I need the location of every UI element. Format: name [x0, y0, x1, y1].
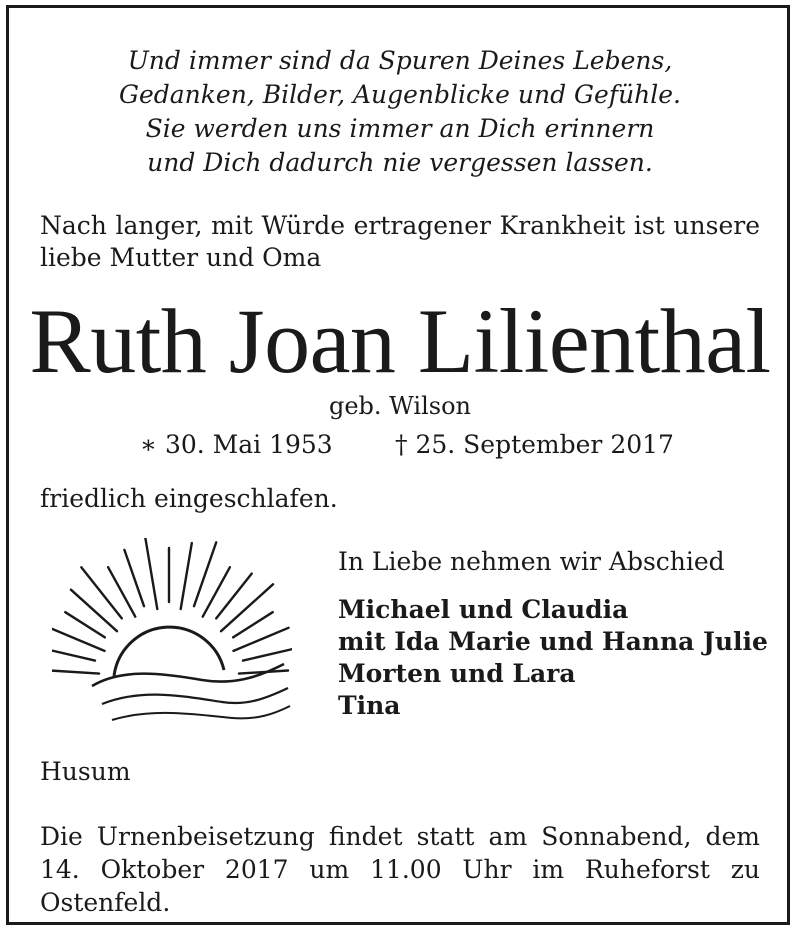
sun-ray — [181, 543, 192, 609]
mourner-names — [338, 594, 768, 722]
sunset-icon — [52, 538, 292, 728]
closing-phrase: friedlich eingeschlafen. — [40, 484, 338, 513]
sun-ray — [203, 567, 230, 617]
sun-ray — [243, 647, 292, 661]
deceased-name: Ruth Joan Lilienthal — [29, 290, 771, 392]
poem-line-3: Sie werden uns immer an Dich erinnern — [145, 114, 655, 143]
poem-line-4: und Dich dadurch nie vergessen lassen. — [147, 148, 653, 177]
poem-line-2: Gedanken, Bilder, Augenblicke und Gefühle. — [118, 80, 682, 109]
farewell-heading: In Liebe nehmen wir Abschied — [338, 547, 725, 576]
sun-ray — [124, 550, 144, 606]
mourner-line-2: mit Ida Marie und Hanna Julie — [338, 627, 768, 656]
sun-ray — [52, 625, 105, 651]
sun-ray — [71, 590, 117, 632]
sun-ray — [52, 649, 95, 661]
poem-line-1: Und immer sind da Spuren Deines Lebens, — [127, 46, 673, 75]
mourner-line-4: Tina — [338, 691, 401, 720]
intro-text: Nach langer, mit Würde ertragener Krankheit ist unsere liebe Mutter und Oma — [40, 211, 760, 272]
birth-date: ∗ 30. Mai 1953 — [140, 430, 333, 459]
sun-ray — [145, 538, 157, 609]
mourner-line-3: Morten und Lara — [338, 659, 576, 688]
sun-ray — [81, 567, 122, 618]
memorial-poem — [0, 44, 800, 180]
sun-ray — [52, 671, 99, 674]
mourner-line-1: Michael und Claudia — [338, 595, 629, 624]
ceremony-info: Die Urnenbeisetzung findet statt am Sonnabend, dem 14. Oktober 2017 um 11.00 Uhr im Ruheforst zu Ostenfeld. — [40, 822, 760, 917]
place-name: Husum — [40, 757, 131, 786]
death-date: † 25. September 2017 — [395, 430, 674, 459]
birth-name: geb. Wilson — [328, 392, 471, 420]
sun-ray — [108, 567, 135, 617]
sun-ray — [221, 584, 273, 631]
